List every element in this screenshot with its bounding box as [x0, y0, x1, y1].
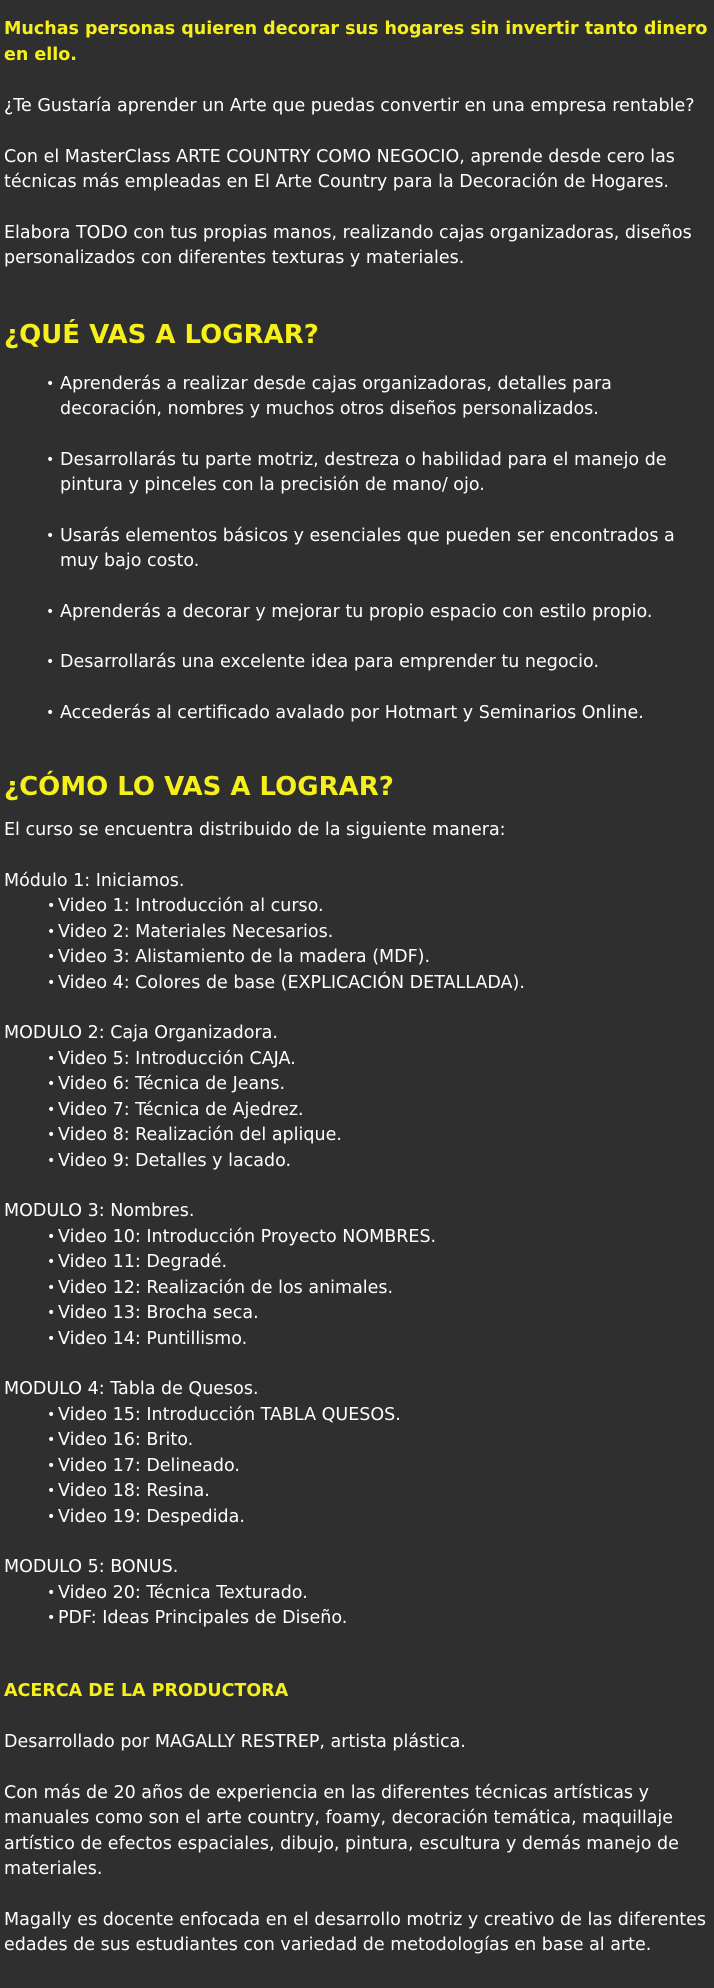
curriculum-heading: ¿CÓMO LO VAS A LOGRAR? [4, 772, 394, 802]
video-item: • Video 16: Brito. [47, 1428, 708, 1454]
module-3 [4, 1199, 708, 1352]
video-item: • PDF: Ideas Principales de Diseño. [47, 1606, 708, 1632]
module-5 [4, 1555, 708, 1632]
producer-teacher: Magally es docente enfocada en el desarrollo motriz y creativo de las diferentes edades de sus estudiantes con variedad de metodologías en base al arte. [4, 1909, 707, 1955]
benefit-item: • Accederás al certificado avalado por Hotmart y Seminarios Online. [46, 701, 708, 727]
intro-question: ¿Te Gustaría aprender un Arte que puedas convertir en una empresa rentable? [4, 96, 695, 116]
producer-experience: Con más de 20 años de experiencia en las diferentes técnicas artísticas y manuales como son el arte country, foamy, decoración temática, maquillaje artístico de efectos espaciales, dibujo, pintura, escultura y demás manejo de materiales. [4, 1782, 679, 1879]
video-item: • Video 19: Despedida. [47, 1505, 708, 1531]
benefit-item: • Desarrollarás una excelente idea para emprender tu negocio. [46, 650, 708, 676]
video-item: • Video 10: Introducción Proyecto NOMBRES. [47, 1225, 708, 1251]
module-video-list [4, 1225, 708, 1353]
video-item: • Video 5: Introducción CAJA. [47, 1047, 708, 1073]
benefits-list [4, 372, 708, 727]
video-item: • Video 13: Brocha seca. [47, 1301, 708, 1327]
module-title: MODULO 4: Tabla de Quesos. [4, 1379, 259, 1399]
module-2 [4, 1021, 708, 1174]
module-title: MODULO 2: Caja Organizadora. [4, 1023, 278, 1043]
benefit-item: • Aprenderás a decorar y mejorar tu propio espacio con estilo propio. [46, 600, 708, 626]
benefit-item: • Usarás elementos básicos y esenciales que pueden ser encontrados a muy bajo costo. [46, 524, 708, 575]
module-title: MODULO 5: BONUS. [4, 1557, 179, 1577]
video-item: • Video 11: Degradé. [47, 1250, 708, 1276]
video-item: • Video 12: Realización de los animales. [47, 1276, 708, 1302]
curriculum-intro: El curso se encuentra distribuido de la siguiente manera: [4, 820, 506, 840]
intro-headline: Muchas personas quieren decorar sus hogares sin invertir tanto dinero en ello. [4, 19, 708, 65]
video-item: • Video 9: Detalles y lacado. [47, 1149, 708, 1175]
video-item: • Video 18: Resina. [47, 1479, 708, 1505]
video-item: • Video 14: Puntillismo. [47, 1327, 708, 1353]
benefits-heading: ¿QUÉ VAS A LOGRAR? [4, 319, 319, 350]
video-item: • Video 6: Técnica de Jeans. [47, 1072, 708, 1098]
video-item: • Video 20: Técnica Texturado. [47, 1581, 708, 1607]
video-item: • Video 15: Introducción TABLA QUESOS. [47, 1403, 708, 1429]
module-title: MODULO 3: Nombres. [4, 1201, 195, 1221]
module-video-list [4, 1403, 708, 1531]
video-item: • Video 3: Alistamiento de la madera (MDF). [47, 945, 708, 971]
module-title: Módulo 1: Iniciamos. [4, 870, 185, 891]
module-1 [4, 869, 708, 997]
producer-developed-by: Desarrollado por MAGALLY RESTREP, artista plástica. [4, 1732, 466, 1752]
module-4 [4, 1377, 708, 1530]
video-item: • Video 17: Delineado. [47, 1454, 708, 1480]
module-video-list [4, 894, 708, 996]
video-item: • Video 4: Colores de base (EXPLICACIÓN DETALLADA). [47, 971, 708, 997]
video-item: • Video 8: Realización del aplique. [47, 1123, 708, 1149]
video-item: • Video 7: Técnica de Ajedrez. [47, 1098, 708, 1124]
benefit-item: • Aprenderás a realizar desde cajas organizadoras, detalles para decoración, nombres y muchos otros diseños personalizados. [46, 372, 708, 423]
intro-todo: Elabora TODO con tus propias manos, realizando cajas organizadoras, diseños personalizados con diferentes texturas y materiales. [4, 222, 692, 268]
video-item: • Video 2: Materiales Necesarios. [47, 920, 708, 946]
video-item: • Video 1: Introducción al curso. [47, 894, 708, 920]
producer-heading: ACERCA DE LA PRODUCTORA [4, 1680, 289, 1701]
module-video-list [4, 1047, 708, 1175]
intro-masterclass: Con el MasterClass ARTE COUNTRY COMO NEGOCIO, aprende desde cero las técnicas más empleadas en El Arte Country para la Decoración de Hogares. [4, 146, 675, 192]
benefit-item: • Desarrollarás tu parte motriz, destreza o habilidad para el manejo de pintura y pinceles con la precisión de mano/ ojo. [46, 448, 708, 499]
module-video-list [4, 1581, 708, 1632]
